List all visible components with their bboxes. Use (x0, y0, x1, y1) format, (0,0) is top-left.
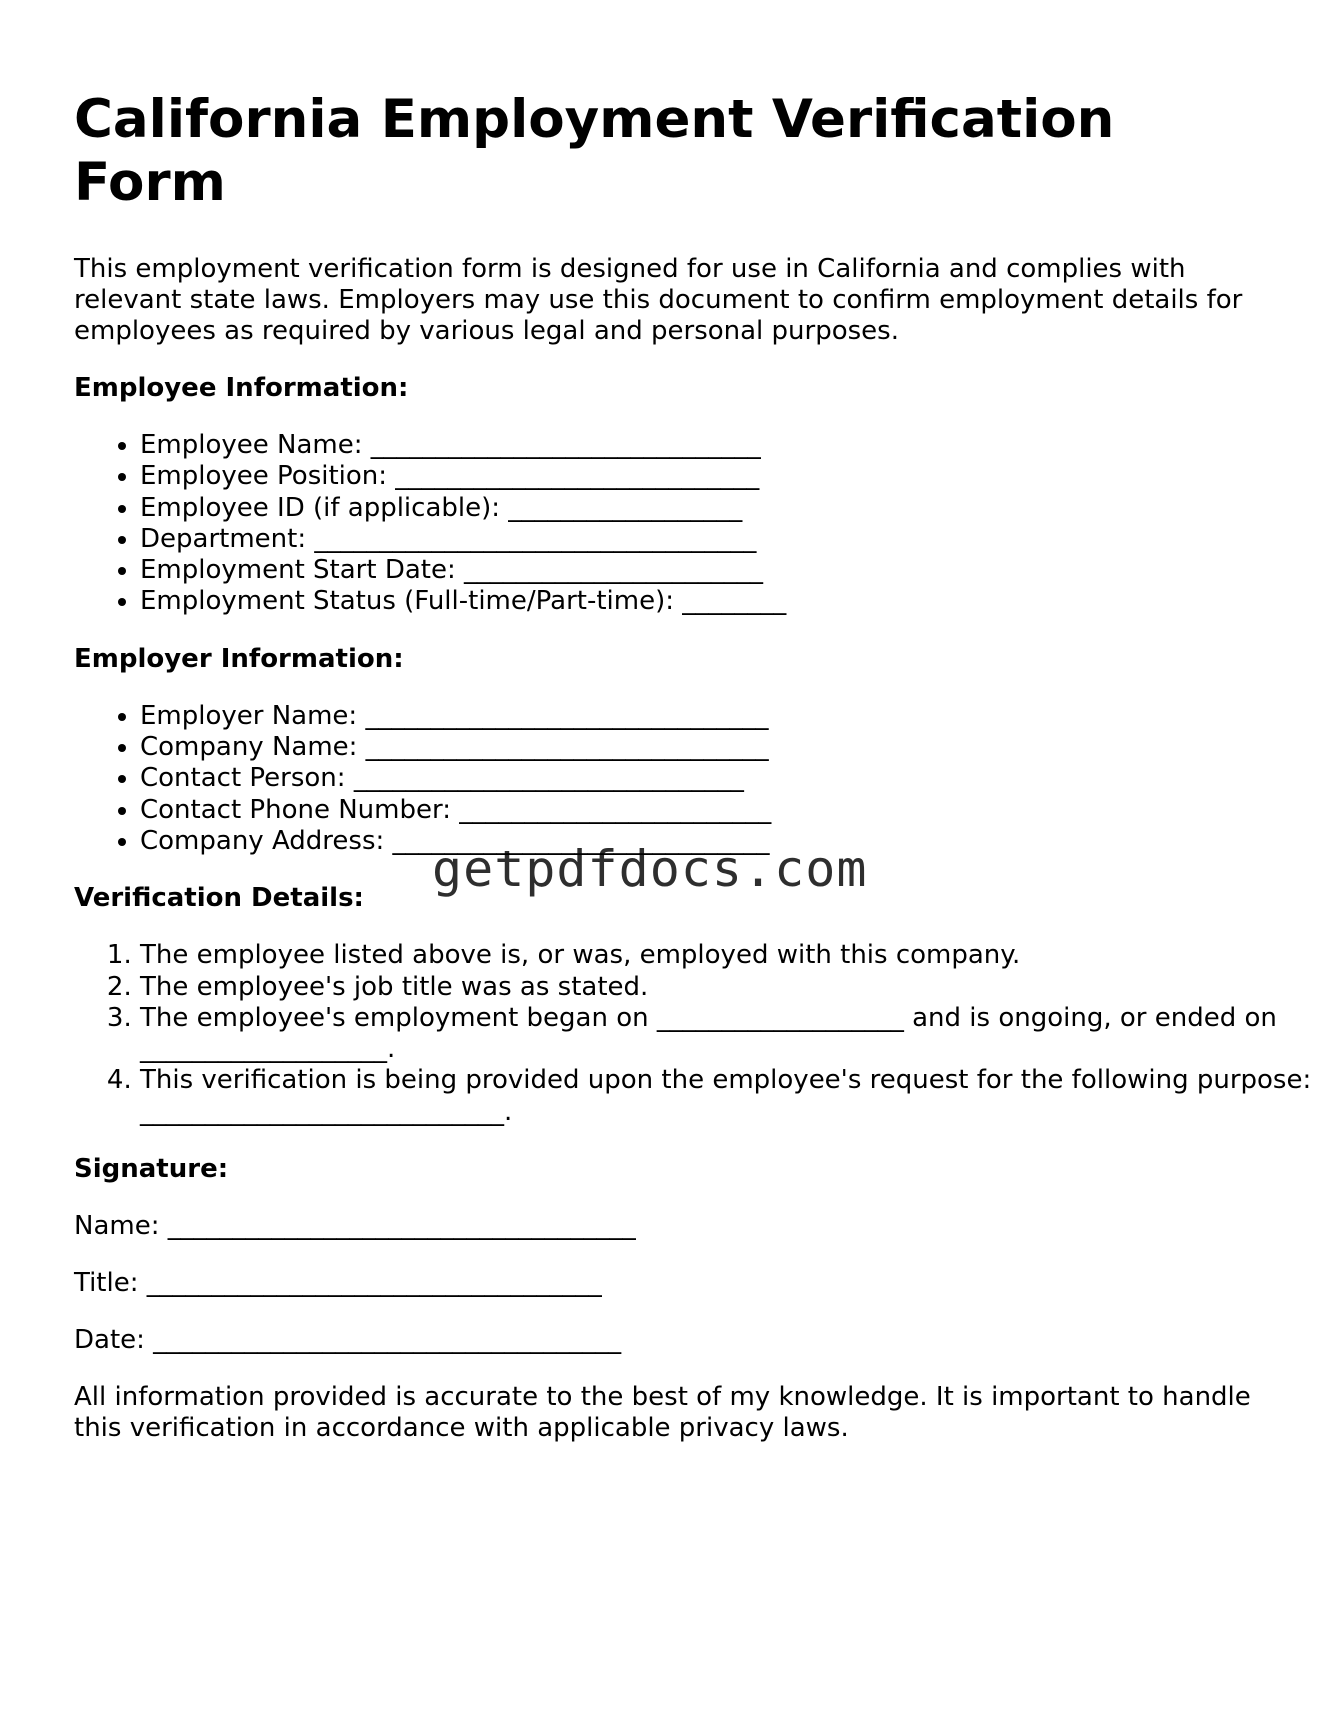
closing-statement: All information provided is accurate to the best of my knowledge. It is important to handle this verification in accordance with applicable privacy laws. (74, 1382, 1251, 1444)
verification-item: 1. The employee listed above is, or was, employed with this company. (140, 940, 1330, 971)
verification-item-purpose[interactable]: 4. This verification is being provided upon the employee's request for the following purpose: ____________________________. (140, 1065, 1330, 1128)
verification-details-heading: Verification Details: (74, 883, 364, 914)
contact-phone-field[interactable]: • Contact Phone Number: ________________________ (140, 795, 1274, 826)
department-field[interactable]: • Department: __________________________________ (140, 524, 1274, 555)
document-page (74, 88, 1312, 1444)
company-name-field[interactable]: • Company Name: _______________________________ (140, 732, 1274, 763)
employee-information-list (74, 430, 1274, 618)
employee-information-heading: Employee Information: (74, 373, 409, 403)
employer-information-heading: Employer Information: (74, 643, 404, 674)
verification-details-list (74, 940, 1330, 1128)
employment-status-field[interactable]: • Employment Status (Full-time/Part-time): ________ (140, 586, 1274, 617)
employee-name-field[interactable]: • Employee Name: ______________________________ (140, 430, 1274, 461)
signature-title-field[interactable]: Title: ___________________________________ (74, 1268, 602, 1299)
intro-paragraph: This employment verification form is designed for use in California and complies with relevant state laws. Employers may use this document to confirm employment details for employees as required by various legal and personal purposes. (74, 254, 1243, 346)
company-address-field[interactable]: • Company Address: _____________________________ (140, 826, 1274, 857)
employer-information-list (74, 701, 1274, 857)
signature-name-field[interactable]: Name: ____________________________________ (74, 1211, 636, 1242)
employee-id-field[interactable]: • Employee ID (if applicable): __________________ (140, 493, 1274, 524)
employer-name-field[interactable]: • Employer Name: _______________________________ (140, 701, 1274, 732)
signature-heading: Signature: (74, 1154, 229, 1185)
employee-position-field[interactable]: • Employee Position: ____________________________ (140, 461, 1274, 492)
page-title: California Employment Verification Form (74, 89, 1115, 213)
employment-start-date-field[interactable]: • Employment Start Date: _______________________ (140, 555, 1274, 586)
watermark: getpdfdocs.com (432, 840, 868, 898)
signature-date-field[interactable]: Date: ____________________________________ (74, 1325, 622, 1356)
verification-item: 2. The employee's job title was as stated. (140, 972, 1330, 1003)
verification-item-dates[interactable]: 3. The employee's employment began on ___________________ and is ongoing, or ended on ___________________. (140, 1003, 1330, 1066)
contact-person-field[interactable]: • Contact Person: ______________________________ (140, 763, 1274, 794)
